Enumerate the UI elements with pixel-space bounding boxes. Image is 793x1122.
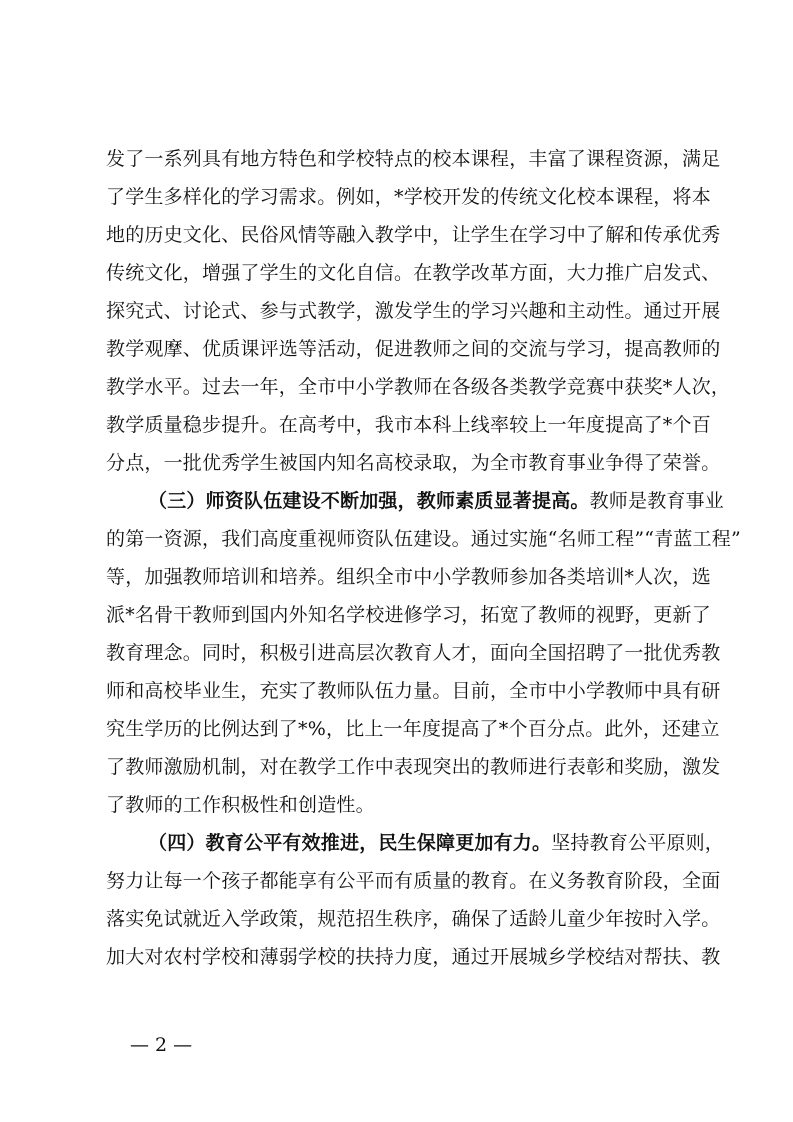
text-line: 教育理念。同时，积极引进高层次教育人才，面向全国招聘了一批优秀教 [106, 642, 721, 664]
paragraph-first-line [148, 484, 725, 518]
text-line: 探究式、讨论式、参与式教学，激发学生的学习兴趣和主动性。通过开展 [106, 300, 721, 322]
paragraph-first-line [148, 826, 725, 860]
text-line: 地的历史文化、民俗风情等融入教学中，让学生在学习中了解和传承优秀 [106, 224, 721, 246]
text-line: 派*名骨干教师到国内外知名学校进修学习，拓宽了教师的视野，更新了 [106, 604, 711, 626]
section-heading: （四）教育公平有效推进，民生保障更加有力。 [148, 832, 552, 854]
section-heading: （三）师资队伍建设不断加强，教师素质显著提高。 [148, 490, 590, 512]
text-run: 坚持教育公平原则， [551, 832, 725, 854]
text-line: 究生学历的比例达到了*%，比上一年度提高了*个百分点。此外，还建立 [106, 718, 720, 740]
text-line: 了教师的工作积极性和创造性。 [106, 794, 375, 816]
text-line: 了教师激励机制，对在教学工作中表现突出的教师进行表彰和奖励，激发 [106, 756, 721, 778]
text-line: 分点，一批优秀学生被国内知名高校录取，为全市教育事业争得了荣誉。 [106, 452, 721, 474]
text-line: 发了一系列具有地方特色和学校特点的校本课程，丰富了课程资源，满足 [106, 148, 721, 170]
text-line: 落实免试就近入学政策，规范招生秩序，确保了适龄儿童少年按时入学。 [106, 908, 721, 930]
text-line: 师和高校毕业生，充实了教师队伍力量。目前，全市中小学教师中具有研 [106, 680, 721, 702]
text-line: 的第一资源，我们高度重视师资队伍建设。通过实施“名师工程”“青蓝工程” [106, 528, 741, 550]
text-line: 努力让每一个孩子都能享有公平而有质量的教育。在义务教育阶段，全面 [106, 870, 721, 892]
page-number: — 2 — [130, 1034, 193, 1056]
text-line: 教学观摩、优质课评选等活动，促进教师之间的交流与学习，提高教师的 [106, 338, 721, 360]
text-line: 教学质量稳步提升。在高考中，我市本科上线率较上一年度提高了*个百 [106, 414, 711, 436]
text-line: 加大对农村学校和薄弱学校的扶持力度，通过开展城乡学校结对帮扶、教 [106, 946, 721, 968]
text-run: 教师是教育事业 [589, 490, 725, 512]
text-line: 传统文化，增强了学生的文化自信。在教学改革方面，大力推广启发式、 [106, 262, 721, 284]
text-line: 教学水平。过去一年，全市中小学教师在各级各类教学竞赛中获奖*人次， [106, 376, 731, 398]
text-line: 了学生多样化的学习需求。例如，*学校开发的传统文化校本课程，将本 [106, 186, 711, 208]
text-line: 等，加强教师培训和培养。组织全市中小学教师参加各类培训*人次，选 [106, 566, 711, 588]
